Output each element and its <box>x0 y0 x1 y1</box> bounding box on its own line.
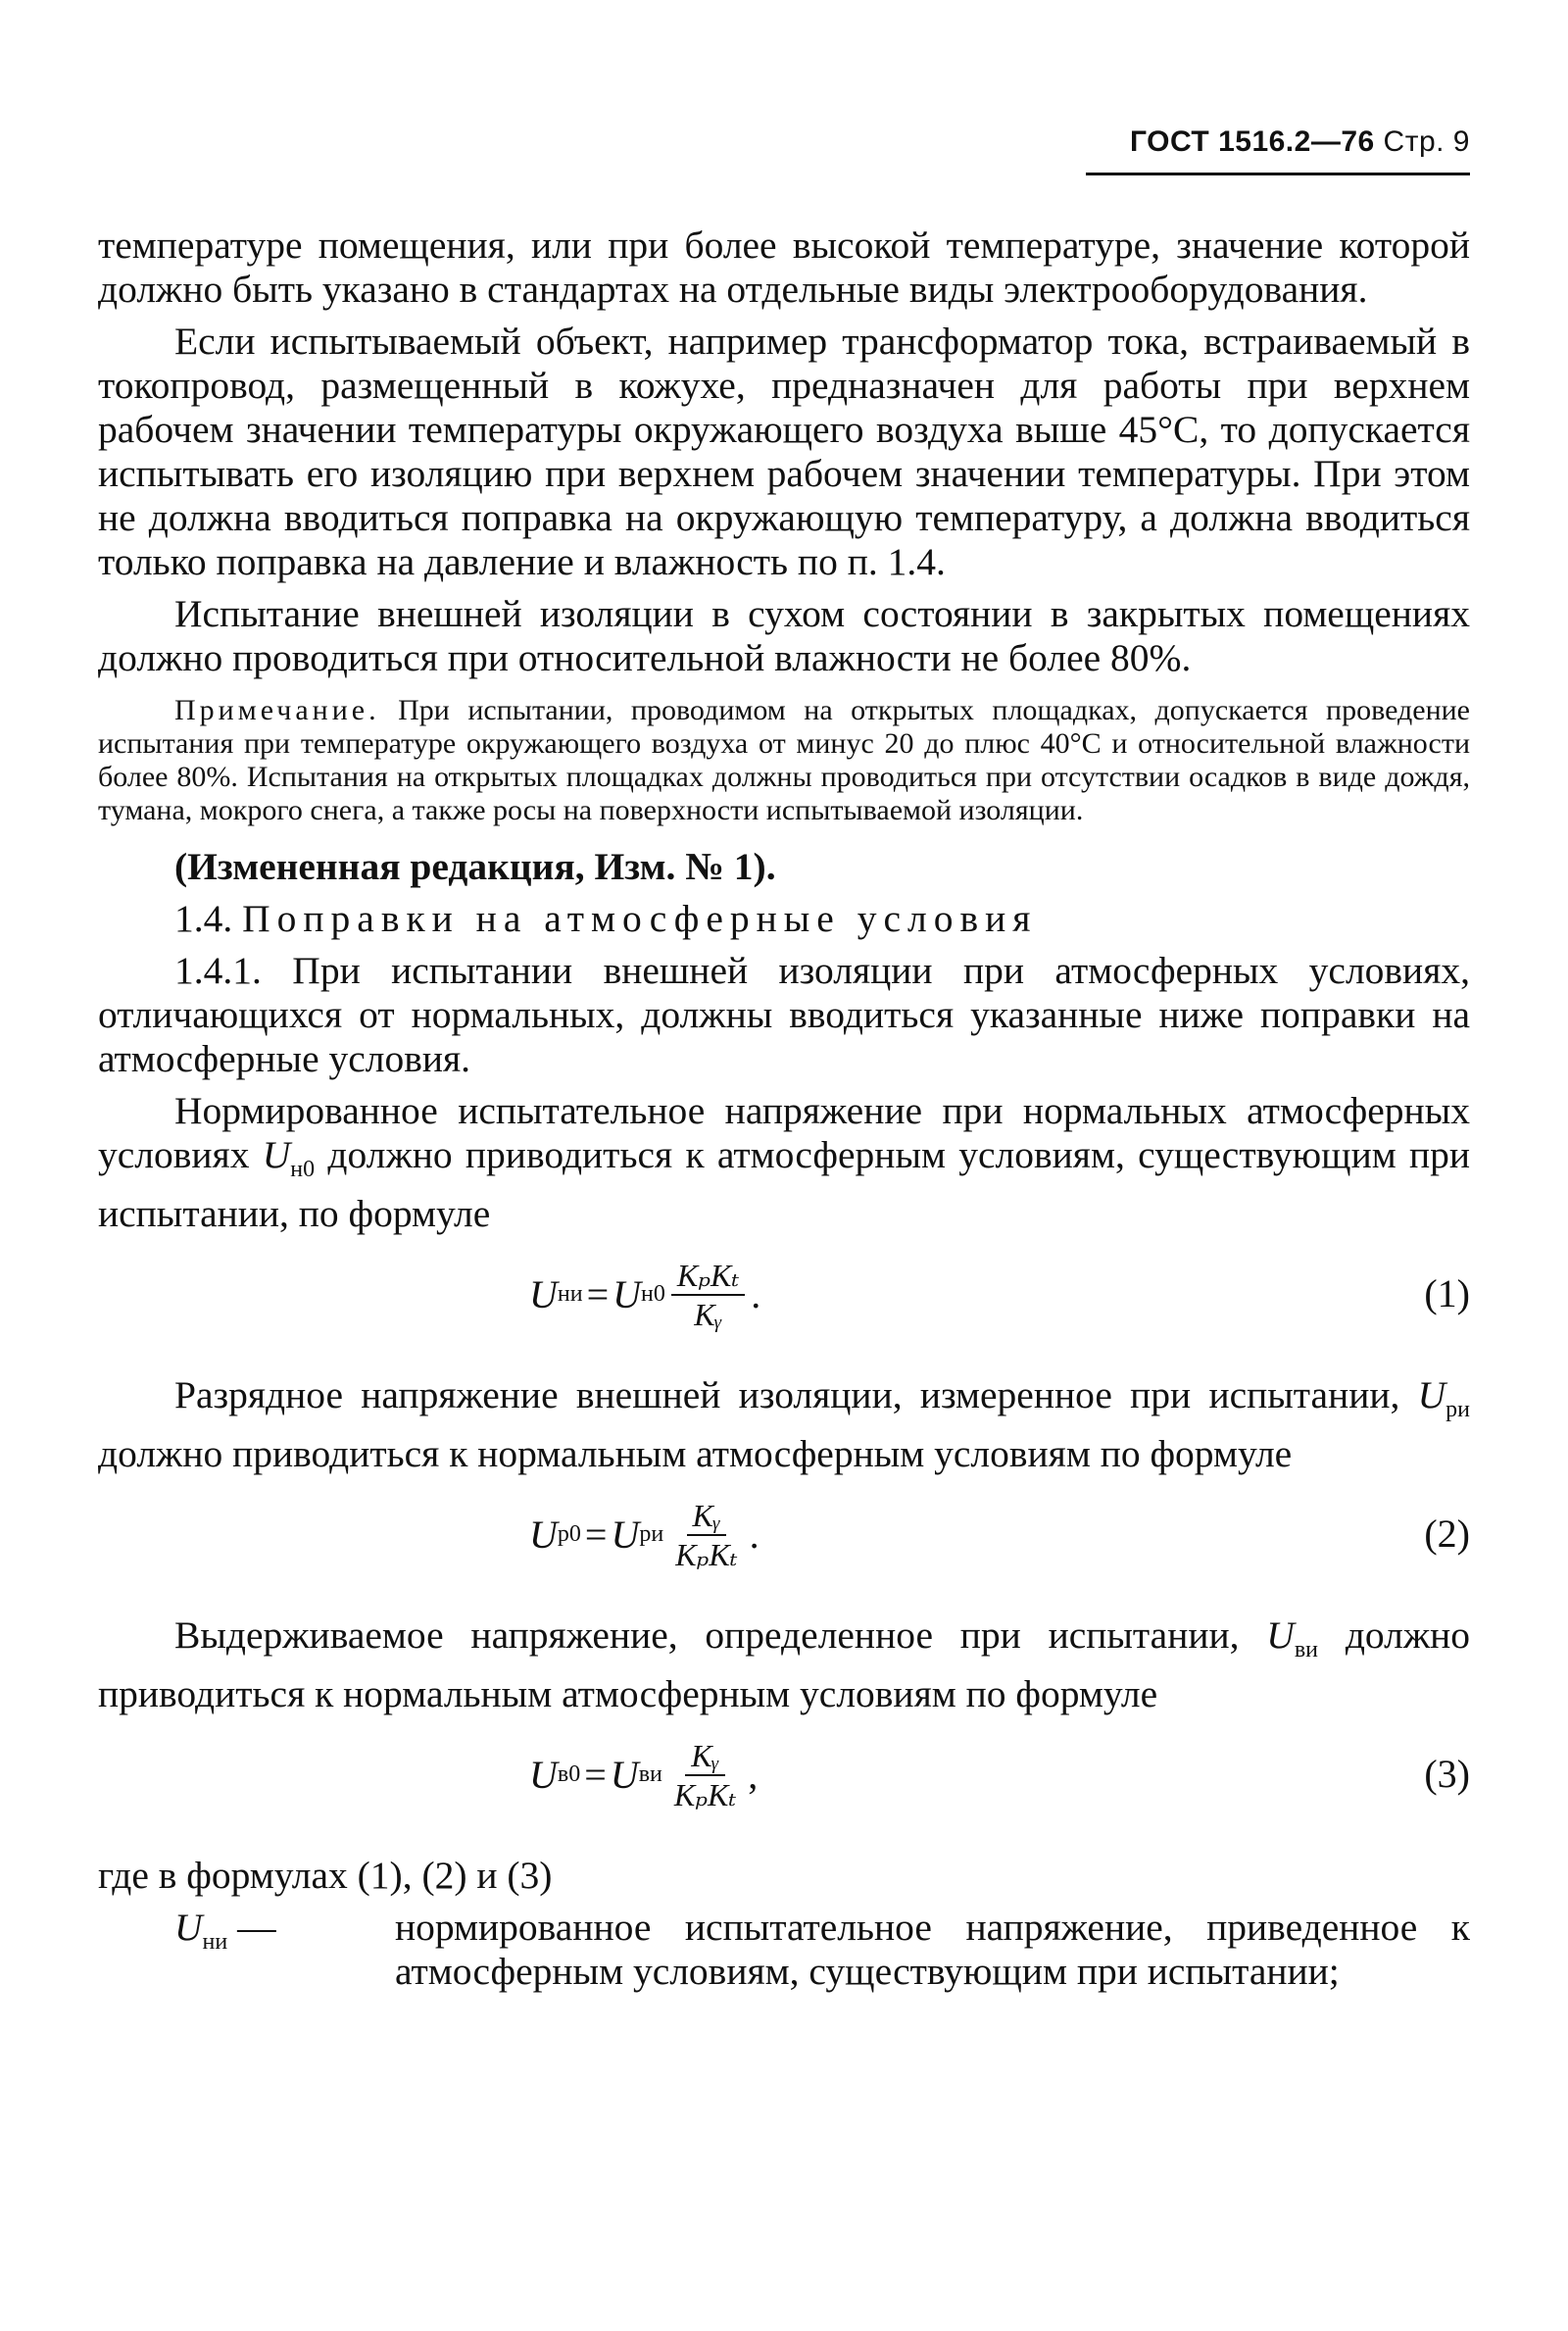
paragraph-withstand-voltage <box>98 1613 1470 1716</box>
var-symbol: U <box>1266 1612 1295 1657</box>
formula-lhs-sub: ни <box>557 1281 583 1308</box>
note-label: Примечание. <box>174 694 380 726</box>
term-subscript: ни <box>202 1928 228 1955</box>
formula-rhs: U <box>612 1272 642 1317</box>
paragraph-dry-test: Испытание внешней изоляции в сухом состоянии в закрытых помещениях должно проводиться при относительной влажности не более 80%. <box>98 592 1470 679</box>
formula-equals: = <box>586 1272 610 1317</box>
section-title: Поправки на атмосферные условия <box>242 897 1038 940</box>
body-text <box>98 223 1470 1994</box>
fraction-numerator: Kᵧ <box>687 1497 727 1536</box>
paragraph-continuation: температуре помещения, или при более высокой температуре, значение которой должно быть указано в стандартах на отдельные виды электрооборудования. <box>98 223 1470 311</box>
paragraph-discharge-voltage <box>98 1373 1470 1476</box>
formula-1-expression <box>529 1246 760 1344</box>
formula-2-number: (2) <box>1424 1511 1470 1556</box>
formula-lhs: U <box>529 1272 558 1317</box>
formula-2 <box>98 1486 1470 1594</box>
formula-end: . <box>749 1513 760 1558</box>
where-line: где в формулах (1), (2) и (3) <box>98 1853 553 1897</box>
var-subscript: ви <box>1294 1636 1319 1662</box>
formula-rhs: U <box>610 1753 639 1798</box>
var-subscript: н0 <box>290 1156 316 1182</box>
formula-fraction <box>668 1737 742 1813</box>
formula-fraction <box>671 1257 745 1333</box>
fraction-denominator: KₚKₜ <box>675 1536 738 1572</box>
text-segment: Нормированное испытательное напряжение при нормальных атмосферных условиях <box>98 1089 1470 1176</box>
formula-3-number: (3) <box>1424 1751 1470 1796</box>
fraction-numerator: KₚKₜ <box>671 1257 745 1296</box>
text-segment: должно приводиться к нормальным атмосферным условиям по формуле <box>98 1431 1293 1475</box>
formula-3-expression <box>529 1726 758 1824</box>
text-segment: Разрядное напряжение внешней изоляции, измеренное при испытании, <box>174 1372 1400 1416</box>
section-heading <box>98 897 1470 941</box>
definition-item <box>98 1906 1470 1994</box>
term-symbol: U <box>174 1905 203 1949</box>
section-number: 1.4. <box>174 897 233 940</box>
note <box>98 694 1470 827</box>
page-header <box>1088 125 1470 159</box>
formula-rhs: U <box>611 1513 640 1558</box>
formula-lhs-sub: р0 <box>557 1521 581 1548</box>
text-segment: Выдерживаемое напряжение, определенное при испытании, <box>174 1612 1240 1657</box>
var-subscript: ри <box>1446 1396 1470 1422</box>
formula-rhs-sub: ри <box>639 1521 664 1548</box>
var-symbol: U <box>262 1133 291 1176</box>
formula-equals: = <box>584 1753 607 1798</box>
formula-equals: = <box>584 1513 608 1558</box>
formula-1-number: (1) <box>1424 1270 1470 1315</box>
formula-end: . <box>751 1272 761 1317</box>
formula-end: , <box>748 1753 759 1798</box>
definition-text: нормированное испытательное напряжение, приведенное к атмосферным условиям, существующим при испытании; <box>395 1905 1470 1993</box>
page-number: Стр. 9 <box>1383 125 1470 158</box>
note-text: При испытании, проводимом на открытых площадках, допускается проведение испытания при температуре окружающего воздуха от минус 20 до плюс 40°С и относительной влажности более 80%. Испытания на открытых площадках должны проводиться при отсутствии осадков в виде дождя, тумана, мокрого снега, а также росы на поверхности испытываемой изоляции. <box>98 694 1470 826</box>
standard-number: ГОСТ 1516.2—76 <box>1130 125 1375 158</box>
fraction-numerator: Kᵧ <box>685 1737 725 1776</box>
text-segment: должно приводиться к атмосферным условиям, существующим при испытании, по формуле <box>98 1133 1471 1235</box>
term-dash: — <box>227 1905 276 1949</box>
fraction-denominator: KₚKₜ <box>673 1776 737 1812</box>
fraction-denominator: Kᵧ <box>694 1296 722 1332</box>
formula-3 <box>98 1726 1470 1834</box>
definition-term <box>98 1906 395 1994</box>
formula-lhs: U <box>529 1753 558 1798</box>
formula-lhs: U <box>529 1513 558 1558</box>
formula-2-expression <box>529 1486 760 1584</box>
formula-fraction <box>669 1497 743 1573</box>
paragraph-1-4-1: 1.4.1. При испытании внешней изоляции при атмосферных условиях, отличающихся от нормальных, должны вводиться указанные ниже поправки на атмосферные условия. <box>98 949 1470 1080</box>
formula-1 <box>98 1246 1470 1354</box>
text-segment: должно приводиться к нормальным атмосферным условиям по формуле <box>98 1612 1471 1715</box>
paragraph-test-object: Если испытываемый объект, например трансформатор тока, встраиваемый в токопровод, размещенный в кожухе, предназначен для работы при верхнем рабочем значении температуры окружающего воздуха выше 45°С, то допускается испытывать его изоляцию при верхнем рабочем значении температуры. При этом не должна вводиться поправка на окружающую температуру, а должна вводиться только поправка на давление и влажность по п. 1.4. <box>98 320 1470 583</box>
formula-rhs-sub: ви <box>638 1761 662 1788</box>
header-rule <box>1086 173 1470 175</box>
formula-lhs-sub: в0 <box>557 1761 581 1788</box>
formula-rhs-sub: н0 <box>641 1281 665 1308</box>
paragraph-normalized-voltage <box>98 1089 1470 1236</box>
var-symbol: U <box>1417 1372 1446 1416</box>
amendment-note: (Измененная редакция, Изм. № 1). <box>174 845 776 888</box>
